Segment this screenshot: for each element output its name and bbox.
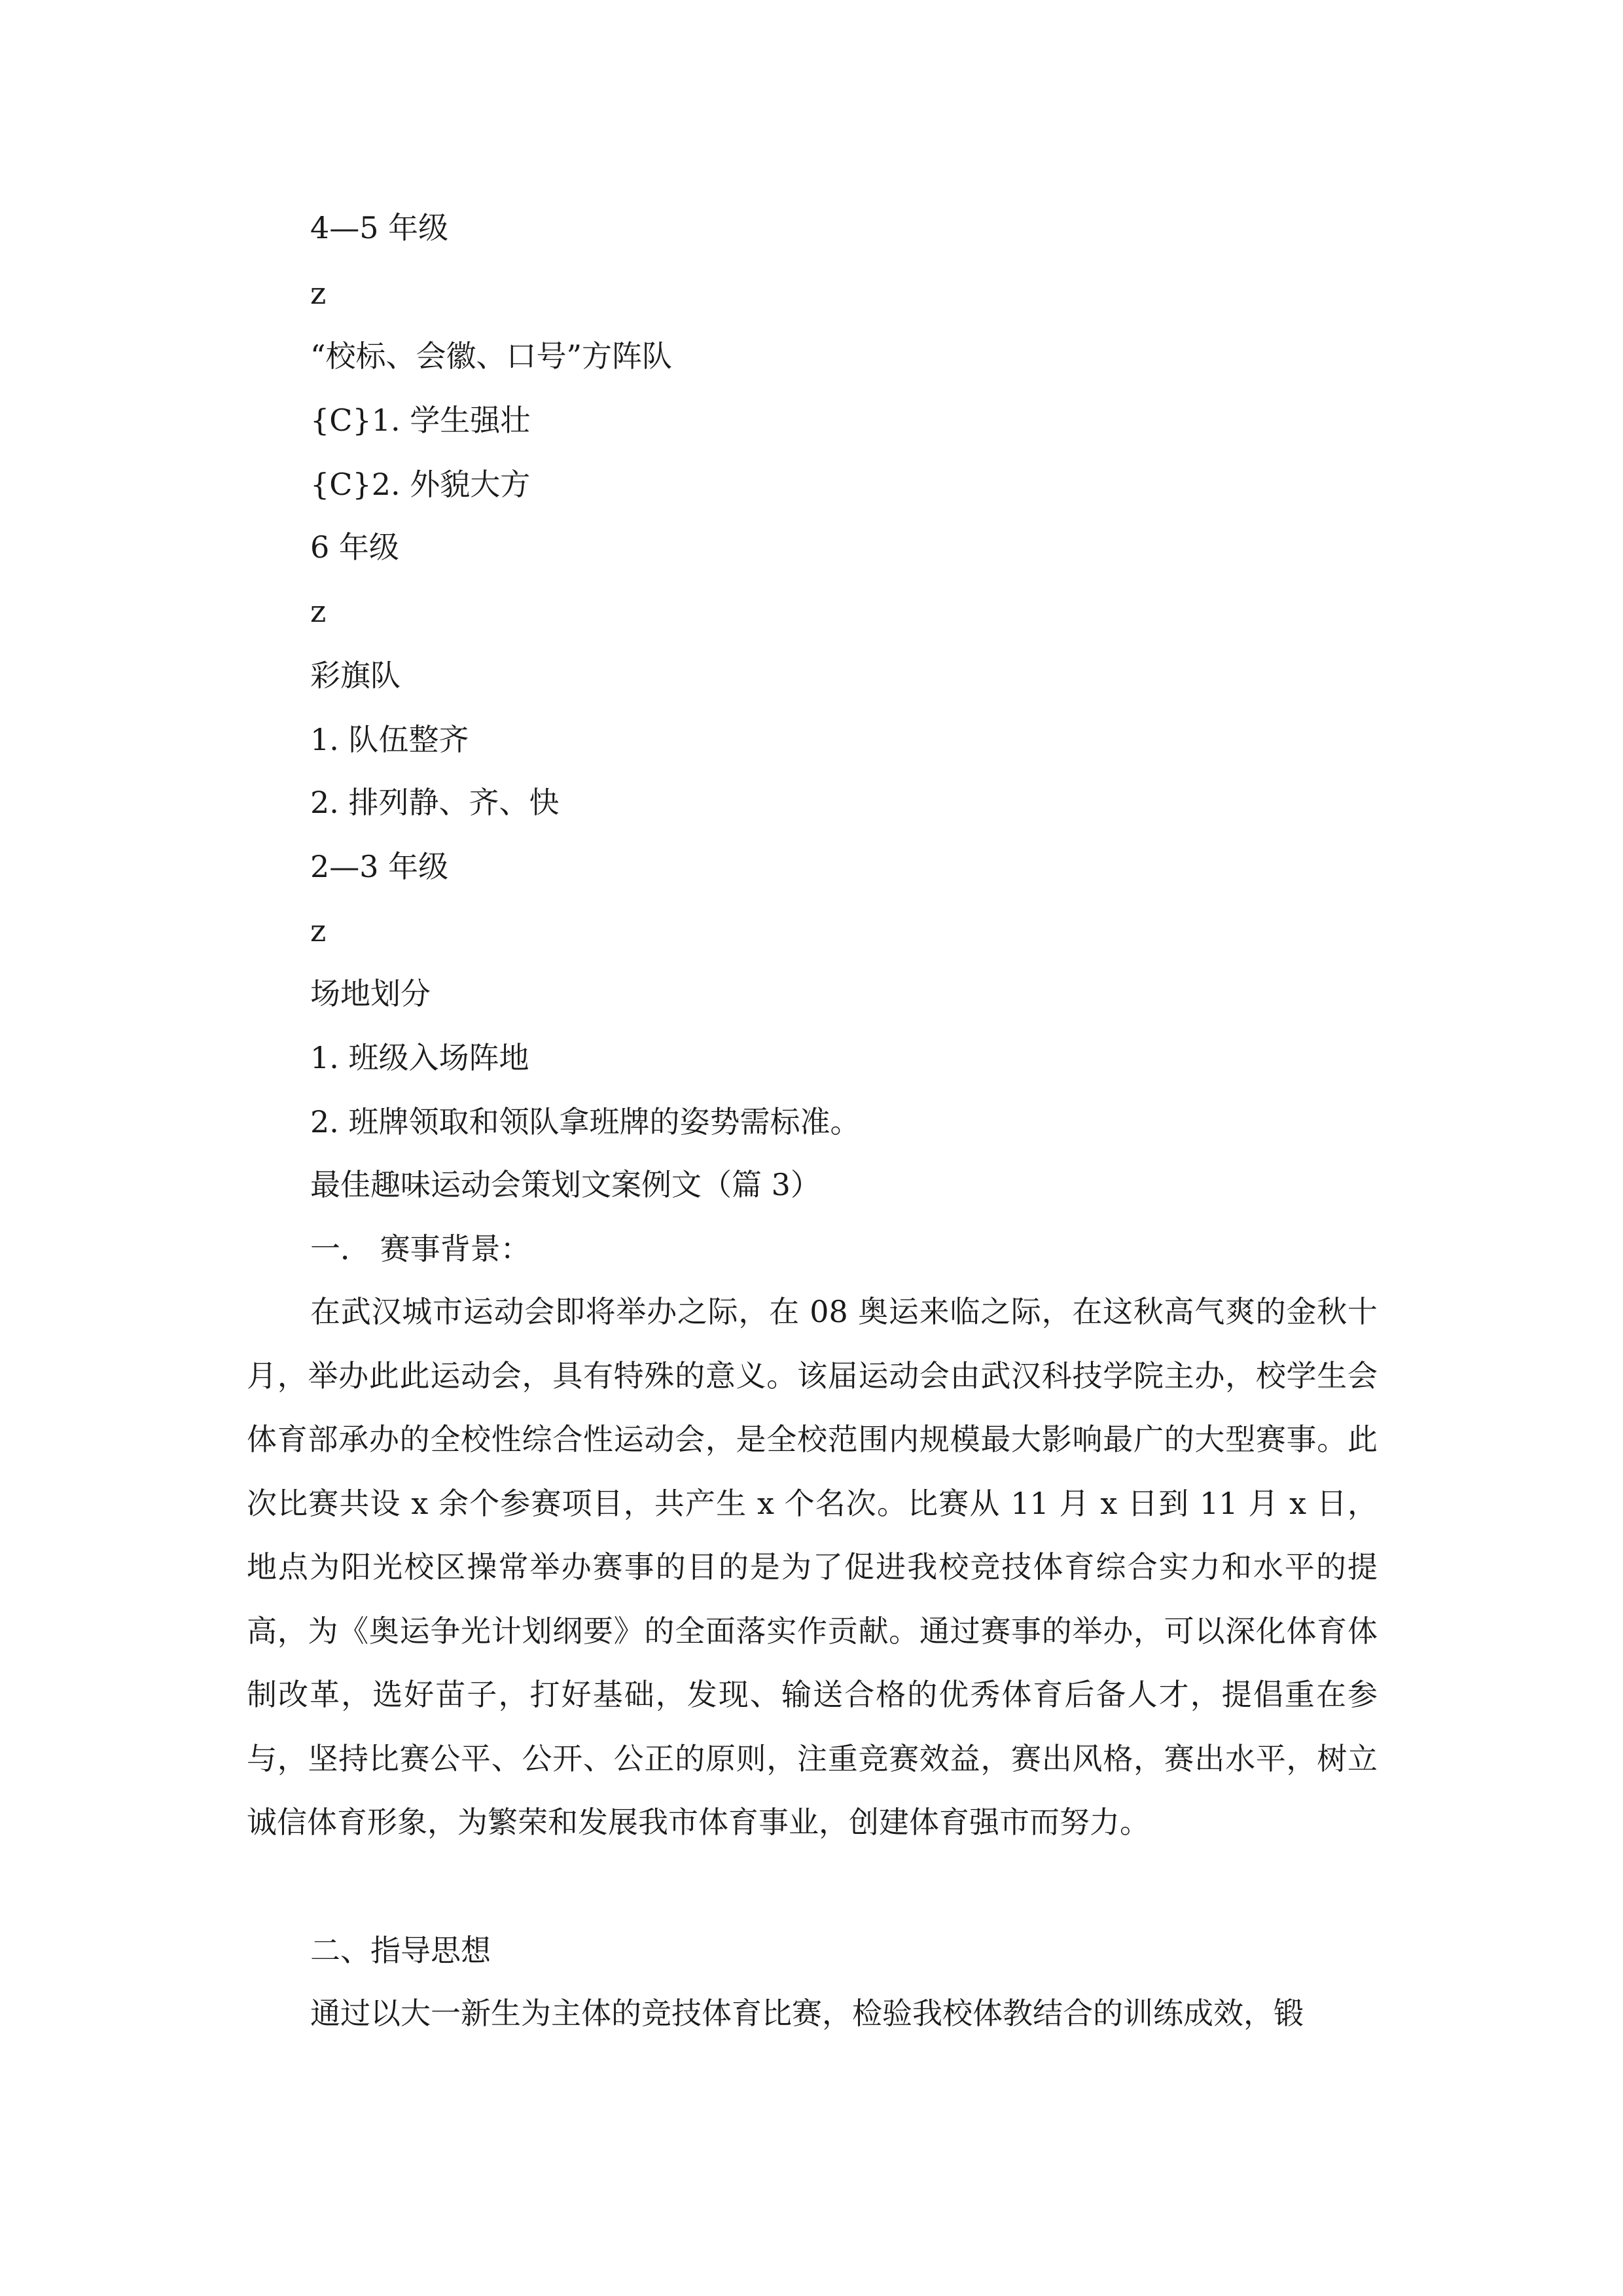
line-grade-6: 6 年级: [310, 529, 399, 565]
line-emblem-team: “校标、会徽、口号”方阵队: [310, 338, 673, 374]
line-item-sign: 2. 班牌领取和领队拿班牌的姿势需标准。: [310, 1104, 861, 1139]
line-item-neat: 1. 队伍整齐: [310, 722, 469, 757]
line-grade-2-3: 2—3 年级: [310, 849, 449, 884]
paragraph-guiding: 通过以大一新生为主体的竞技体育比赛，检验我校体教结合的训练成效，锻: [310, 1996, 1304, 2031]
line-item-arrange: 2. 排列静、齐、快: [310, 785, 560, 820]
section-title: 最佳趣味运动会策划文案例文（篇 3）: [310, 1167, 821, 1202]
line-bullet-z-1: z: [310, 276, 327, 311]
line-bullet-z-2: z: [310, 594, 327, 629]
line-item-appearance: {C}2. 外貌大方: [310, 467, 531, 502]
line-venue: 场地划分: [310, 976, 431, 1011]
line-bullet-z-3: z: [310, 913, 327, 948]
line-item-strong: {C}1. 学生强壮: [310, 403, 531, 438]
heading-background: 一． 赛事背景：: [310, 1231, 531, 1266]
line-item-entry: 1. 班级入场阵地: [310, 1040, 529, 1075]
line-grade-4-5: 4—5 年级: [310, 210, 449, 245]
heading-guiding: 二、指导思想: [310, 1933, 491, 1968]
paragraph-background: 在武汉城市运动会即将举办之际，在 08 奥运来临之际，在这秋高气爽的金秋十月，举办此此运动会，具有特殊的意义。该届运动会由武汉科技学院主办，校学生会体育部承办的全校性综合性运动会，是全校范围内规模最大影响最广的大型赛事。此次比赛共设 x 余个参赛项目，共产生 x 个名次。比赛从 11 月 x 日到 11 月 x 日，地点为阳光校区操常举办赛事的目的是为了促进我校竞技体育综合实力和水平的提高，为《奥运争光计划纲要》的全面落实作贡献。通过赛事的举办，可以深化体育体制改革，选好苗子，打好基础，发现、输送合格的优秀体育后备人才，提倡重在参与，坚持比赛公平、公开、公正的原则，注重竞赛效益，赛出风格，赛出水平，树立诚信体育形象，为繁荣和发展我市体育事业，创建体育强市而努力。: [247, 1294, 1378, 1840]
line-flag-team: 彩旗队: [310, 658, 401, 693]
